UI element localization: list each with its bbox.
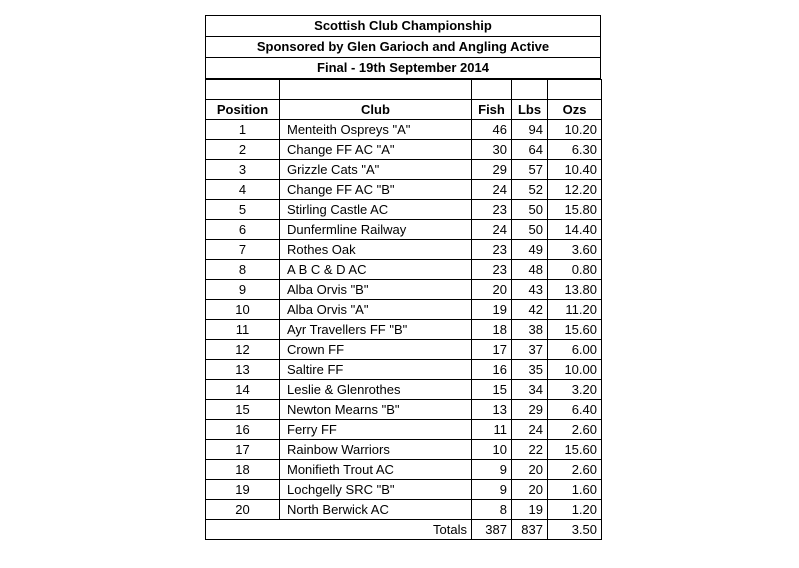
fish-cell: 29 xyxy=(472,160,512,180)
ozs-cell: 1.60 xyxy=(548,480,602,500)
totals-fish: 387 xyxy=(472,520,512,540)
header-row xyxy=(206,100,602,120)
club-cell: Change FF AC "A" xyxy=(280,140,472,160)
table-row xyxy=(206,480,602,500)
ozs-cell: 3.20 xyxy=(548,380,602,400)
club-cell: Saltire FF xyxy=(280,360,472,380)
ozs-cell: 15.60 xyxy=(548,440,602,460)
club-cell: Alba Orvis "B" xyxy=(280,280,472,300)
fish-cell: 24 xyxy=(472,220,512,240)
club-cell: Ayr Travellers FF "B" xyxy=(280,320,472,340)
position-cell: 1 xyxy=(206,120,280,140)
position-cell: 8 xyxy=(206,260,280,280)
totals-lbs: 837 xyxy=(512,520,548,540)
club-cell: Change FF AC "B" xyxy=(280,180,472,200)
lbs-cell: 43 xyxy=(512,280,548,300)
table-row xyxy=(206,160,602,180)
table-row xyxy=(206,460,602,480)
lbs-cell: 52 xyxy=(512,180,548,200)
lbs-cell: 35 xyxy=(512,360,548,380)
lbs-cell: 19 xyxy=(512,500,548,520)
fish-cell: 17 xyxy=(472,340,512,360)
ozs-cell: 6.00 xyxy=(548,340,602,360)
club-cell: Stirling Castle AC xyxy=(280,200,472,220)
fish-cell: 11 xyxy=(472,420,512,440)
table-row xyxy=(206,140,602,160)
position-cell: 11 xyxy=(206,320,280,340)
fish-cell: 23 xyxy=(472,260,512,280)
lbs-cell: 38 xyxy=(512,320,548,340)
lbs-cell: 57 xyxy=(512,160,548,180)
club-cell: Menteith Ospreys "A" xyxy=(280,120,472,140)
lbs-cell: 94 xyxy=(512,120,548,140)
club-cell: Leslie & Glenrothes xyxy=(280,380,472,400)
position-cell: 3 xyxy=(206,160,280,180)
lbs-cell: 29 xyxy=(512,400,548,420)
table-row xyxy=(206,360,602,380)
ozs-cell: 2.60 xyxy=(548,460,602,480)
ozs-cell: 10.00 xyxy=(548,360,602,380)
ozs-cell: 13.80 xyxy=(548,280,602,300)
position-cell: 4 xyxy=(206,180,280,200)
position-cell: 19 xyxy=(206,480,280,500)
ozs-cell: 10.40 xyxy=(548,160,602,180)
fish-cell: 13 xyxy=(472,400,512,420)
ozs-cell: 10.20 xyxy=(548,120,602,140)
lbs-cell: 48 xyxy=(512,260,548,280)
ozs-cell: 2.60 xyxy=(548,420,602,440)
ozs-cell: 15.80 xyxy=(548,200,602,220)
lbs-cell: 22 xyxy=(512,440,548,460)
table-row xyxy=(206,320,602,340)
table-row xyxy=(206,280,602,300)
fish-cell: 8 xyxy=(472,500,512,520)
totals-blank xyxy=(206,520,280,540)
table-row xyxy=(206,120,602,140)
ozs-cell: 6.40 xyxy=(548,400,602,420)
table-row xyxy=(206,500,602,520)
position-cell: 13 xyxy=(206,360,280,380)
lbs-cell: 64 xyxy=(512,140,548,160)
fish-cell: 10 xyxy=(472,440,512,460)
ozs-cell: 11.20 xyxy=(548,300,602,320)
results-sheet xyxy=(205,15,601,540)
ozs-cell: 14.40 xyxy=(548,220,602,240)
position-cell: 15 xyxy=(206,400,280,420)
table-row xyxy=(206,220,602,240)
results-table xyxy=(205,79,602,540)
ozs-cell: 12.20 xyxy=(548,180,602,200)
table-row xyxy=(206,300,602,320)
lbs-cell: 37 xyxy=(512,340,548,360)
club-cell: Dunfermline Railway xyxy=(280,220,472,240)
fish-cell: 24 xyxy=(472,180,512,200)
lbs-cell: 20 xyxy=(512,460,548,480)
position-cell: 2 xyxy=(206,140,280,160)
club-cell: Rainbow Warriors xyxy=(280,440,472,460)
club-cell: Crown FF xyxy=(280,340,472,360)
lbs-cell: 42 xyxy=(512,300,548,320)
club-cell: Alba Orvis "A" xyxy=(280,300,472,320)
fish-cell: 9 xyxy=(472,480,512,500)
position-cell: 14 xyxy=(206,380,280,400)
position-cell: 17 xyxy=(206,440,280,460)
column-header-fish: Fish xyxy=(472,100,512,120)
column-header-club: Club xyxy=(280,100,472,120)
ozs-cell: 15.60 xyxy=(548,320,602,340)
table-row xyxy=(206,180,602,200)
table-row xyxy=(206,260,602,280)
column-header-ozs: Ozs xyxy=(548,100,602,120)
lbs-cell: 24 xyxy=(512,420,548,440)
club-cell: Monifieth Trout AC xyxy=(280,460,472,480)
ozs-cell: 1.20 xyxy=(548,500,602,520)
position-cell: 7 xyxy=(206,240,280,260)
lbs-cell: 50 xyxy=(512,220,548,240)
lbs-cell: 20 xyxy=(512,480,548,500)
position-cell: 5 xyxy=(206,200,280,220)
position-cell: 6 xyxy=(206,220,280,240)
club-cell: Newton Mearns "B" xyxy=(280,400,472,420)
lbs-cell: 34 xyxy=(512,380,548,400)
table-row xyxy=(206,340,602,360)
position-cell: 18 xyxy=(206,460,280,480)
sponsor-line: Sponsored by Glen Garioch and Angling Active xyxy=(206,37,600,58)
ozs-cell: 3.60 xyxy=(548,240,602,260)
fish-cell: 15 xyxy=(472,380,512,400)
ozs-cell: 6.30 xyxy=(548,140,602,160)
fish-cell: 19 xyxy=(472,300,512,320)
table-row xyxy=(206,380,602,400)
spacer-row xyxy=(206,80,602,100)
table-row xyxy=(206,400,602,420)
table-row xyxy=(206,200,602,220)
championship-title: Scottish Club Championship xyxy=(206,16,600,37)
table-row xyxy=(206,240,602,260)
position-cell: 10 xyxy=(206,300,280,320)
totals-row xyxy=(206,520,602,540)
lbs-cell: 50 xyxy=(512,200,548,220)
column-header-position: Position xyxy=(206,100,280,120)
club-cell: Rothes Oak xyxy=(280,240,472,260)
club-cell: Ferry FF xyxy=(280,420,472,440)
results-body xyxy=(206,120,602,520)
club-cell: Grizzle Cats "A" xyxy=(280,160,472,180)
fish-cell: 16 xyxy=(472,360,512,380)
position-cell: 12 xyxy=(206,340,280,360)
fish-cell: 46 xyxy=(472,120,512,140)
table-row xyxy=(206,420,602,440)
fish-cell: 23 xyxy=(472,240,512,260)
club-cell: North Berwick AC xyxy=(280,500,472,520)
fish-cell: 9 xyxy=(472,460,512,480)
table-row xyxy=(206,440,602,460)
fish-cell: 23 xyxy=(472,200,512,220)
club-cell: Lochgelly SRC "B" xyxy=(280,480,472,500)
column-header-lbs: Lbs xyxy=(512,100,548,120)
fish-cell: 18 xyxy=(472,320,512,340)
position-cell: 16 xyxy=(206,420,280,440)
ozs-cell: 0.80 xyxy=(548,260,602,280)
totals-label: Totals xyxy=(280,520,472,540)
fish-cell: 30 xyxy=(472,140,512,160)
title-block xyxy=(205,15,601,79)
lbs-cell: 49 xyxy=(512,240,548,260)
fish-cell: 20 xyxy=(472,280,512,300)
totals-ozs: 3.50 xyxy=(548,520,602,540)
position-cell: 9 xyxy=(206,280,280,300)
position-cell: 20 xyxy=(206,500,280,520)
club-cell: A B C & D AC xyxy=(280,260,472,280)
event-line: Final - 19th September 2014 xyxy=(206,58,600,79)
